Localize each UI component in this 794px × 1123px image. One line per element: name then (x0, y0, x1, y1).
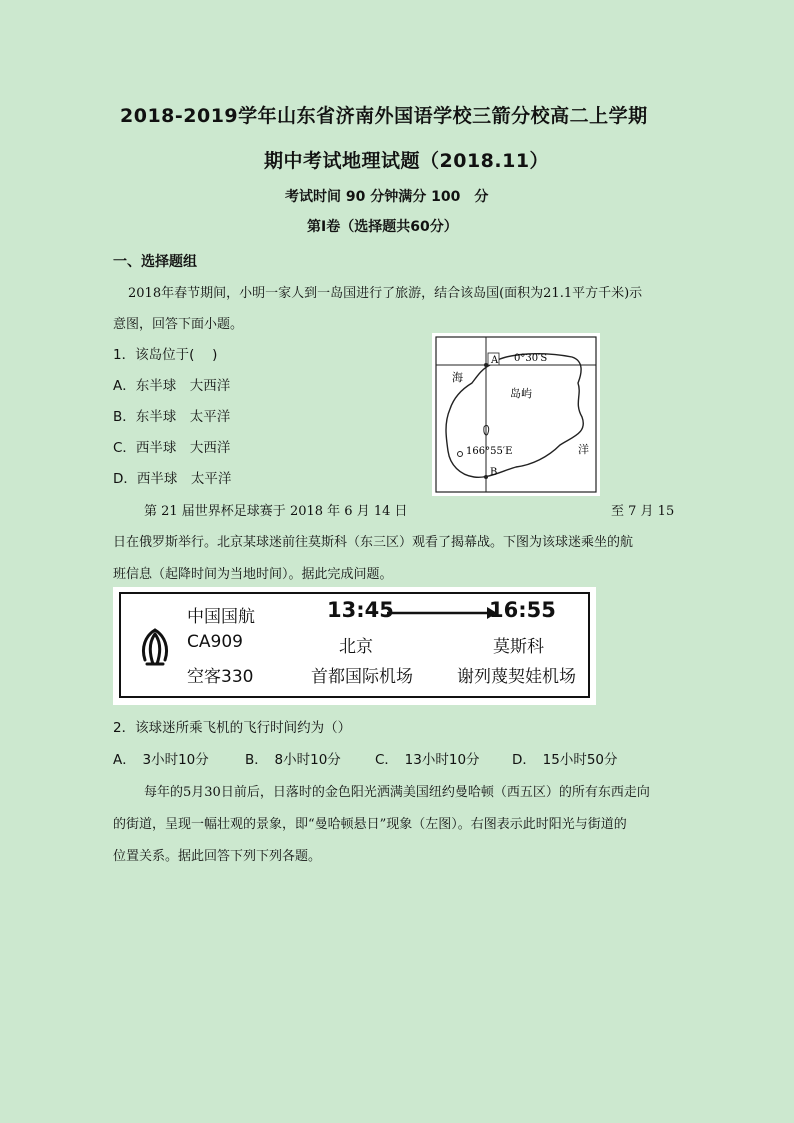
passage-2-line-2: 日在俄罗斯举行。北京某球迷前往莫斯科（东三区）观看了揭幕战。下图为该球迷乘坐的航 (113, 535, 634, 550)
passage-3-line-3: 位置关系。据此回答下列下列各题。 (113, 849, 322, 864)
document-title-line-1: 2018-2019学年山东省济南外国语学校三箭分校高二上学期 (120, 105, 648, 127)
departure-time: 13:45 (327, 598, 394, 622)
flight-arrow-icon (387, 606, 499, 620)
flight-number: CA909 (187, 632, 243, 652)
passage-1-line-2: 意图，回答下面小题。 (113, 317, 244, 332)
island-map (432, 333, 600, 496)
question-1-option-c: C．西半球 大西洋 (113, 440, 231, 456)
flight-info-card (113, 587, 596, 705)
question-1-option-a: A．东半球 大西洋 (113, 378, 231, 394)
point-a-marker (484, 363, 488, 367)
air-china-logo-icon (137, 626, 173, 670)
label-a: A (491, 355, 499, 366)
point-b-marker (484, 475, 488, 479)
island-map-figure (432, 333, 600, 496)
aircraft-type: 空客330 (187, 667, 254, 687)
ocean-label: 洋 (578, 443, 589, 456)
question-1-option-d: D．西半球 太平洋 (113, 471, 232, 487)
passage-2-line-1a: 第 21 届世界杯足球赛于 2018 年 6 月 14 日 (144, 504, 408, 519)
flight-info-border (119, 592, 590, 698)
question-1-stem: 1．该岛位于( ) (113, 347, 218, 363)
airline-name: 中国国航 (187, 607, 255, 627)
sea-label: 海 (452, 371, 463, 384)
question-2-option-a: A． 3小时10分 (113, 752, 209, 768)
question-2-option-d: D． 15小时50分 (512, 752, 618, 768)
passage-3-line-2: 的街道，呈现一幅壮观的景象，即“曼哈顿悬日”现象（左图）。右图表示此时阳光与街道的 (113, 817, 627, 832)
document-title-line-2: 期中考试地理试题（2018.11） (264, 150, 550, 172)
passage-2-line-3: 班信息（起降时间为当地时间）。据此完成问题。 (113, 567, 393, 582)
longitude-label: 166°55′E (466, 446, 513, 457)
label-b: B (490, 467, 498, 478)
passage-1-line-1: 2018年春节期间，小明一家人到一岛国进行了旅游，结合该岛国(面积为21.1平方千米)示 (128, 286, 643, 301)
passage-3-line-1: 每年的5月30日前后，日落时的金色阳光洒满美国纽约曼哈顿（西五区）的所有东西走向 (144, 785, 650, 800)
arrival-city: 莫斯科 (493, 637, 544, 657)
departure-airport: 首都国际机场 (311, 667, 413, 687)
arrival-time: 16:55 (489, 598, 556, 622)
question-2-option-c: C． 13小时10分 (375, 752, 480, 768)
latitude-label: 0°30′S (514, 353, 548, 364)
question-2-stem: 2．该球迷所乘飞机的飞行时间约为（） (113, 720, 352, 736)
capital-marker (458, 452, 463, 457)
section-heading: 一、选择题组 (113, 254, 197, 270)
departure-city: 北京 (339, 637, 373, 657)
exam-info: 考试时间 90 分钟满分 100 分 (285, 189, 489, 205)
island-label: 岛屿 (510, 387, 532, 400)
question-1-option-b: B．东半球 太平洋 (113, 409, 231, 425)
passage-2-line-1b: 至 7 月 15 (611, 504, 675, 519)
arrival-airport: 谢列蔑契娃机场 (457, 667, 576, 687)
question-2-option-b: B． 8小时10分 (245, 752, 341, 768)
volume-heading: 第Ⅰ卷（选择题共60分） (307, 219, 458, 235)
